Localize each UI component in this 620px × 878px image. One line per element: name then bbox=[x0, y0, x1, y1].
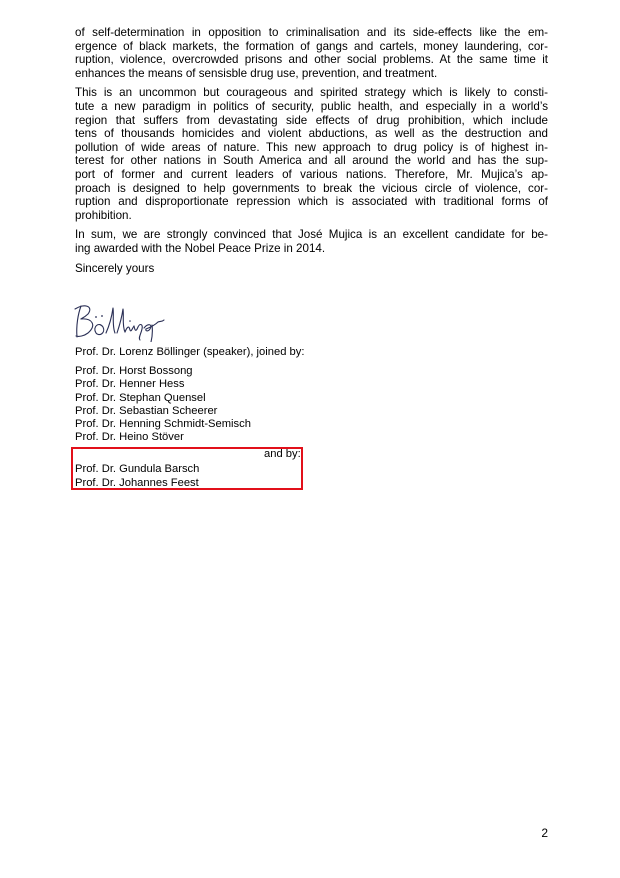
signatory-name: Prof. Dr. Henner Hess bbox=[75, 378, 185, 391]
paragraph-2-line: This is an uncommon but courageous and spirited strategy which is likely to consti- bbox=[75, 86, 548, 100]
paragraph-2-line: pollution of wide areas of nature. This new approach to drug policy is of highest in- bbox=[75, 140, 548, 154]
paragraph-2-line: region that suffers from devastating side effects of drug prohibition, which include bbox=[75, 113, 548, 127]
paragraph-2-line: proach is designed to help governments to break the vicious circle of violence, cor- bbox=[75, 181, 548, 195]
signatory-name: Prof. Dr. Stephan Quensel bbox=[75, 391, 206, 404]
paragraph-1-line: enhances the means of sensisble drug use, prevention, and treatment. bbox=[75, 66, 438, 80]
paragraph-2 bbox=[75, 86, 548, 222]
paragraph-1-line: ruption, violence, overcrowded prisons and other social problems. At the same time it bbox=[75, 53, 548, 67]
signatories bbox=[75, 346, 304, 444]
signatory-name: Prof. Dr. Horst Bossong bbox=[75, 365, 193, 378]
paragraph-1-line: of self-determination in opposition to criminalisation and its side-effects like the em- bbox=[75, 26, 548, 39]
paragraph-3-line: ing awarded with the Nobel Peace Prize in 2014. bbox=[75, 241, 326, 255]
letter-body bbox=[75, 26, 548, 281]
paragraph-2-line: tute a new paradigm in politics of security, public health, and especially in a world’s bbox=[75, 99, 548, 113]
signatory-name: Prof. Dr. Sebastian Scheerer bbox=[75, 404, 218, 417]
paragraph-1-line: ergence of black markets, the formation of gangs and cartels, money laundering, cor- bbox=[75, 39, 548, 53]
and-by-label: and by: bbox=[264, 448, 301, 460]
signatory-name: Prof. Dr. Gundula Barsch bbox=[75, 463, 200, 475]
signatory-name: Prof. Dr. Johannes Feest bbox=[75, 477, 199, 489]
signatory-name: Prof. Dr. Henning Schmidt-Semisch bbox=[75, 418, 251, 431]
handwritten-signature bbox=[72, 300, 168, 342]
paragraph-1 bbox=[75, 26, 548, 80]
page-number: 2 bbox=[541, 826, 548, 840]
paragraph-2-line: prohibition. bbox=[75, 208, 132, 222]
paragraph-3-line: In sum, we are strongly convinced that José Mujica is an excellent candidate for be- bbox=[75, 228, 548, 242]
additional-signatories-list bbox=[75, 462, 199, 490]
joined-signatories-list bbox=[75, 365, 304, 444]
paragraph-2-line: port of former and current leaders of various nations. Therefore, Mr. Mujica’s ap- bbox=[75, 167, 548, 181]
speaker-line: Prof. Dr. Lorenz Böllinger (speaker), joined by: bbox=[75, 346, 305, 358]
closing-salutation: Sincerely yours bbox=[75, 261, 155, 275]
signatory-name: Prof. Dr. Heino Stöver bbox=[75, 431, 184, 444]
paragraph-2-line: tens of thousands homicides and violent abductions, as well as the destruction and bbox=[75, 127, 548, 141]
paragraph-3 bbox=[75, 228, 548, 255]
paragraph-2-line: ruption and disproportionate repression which is associated with traditional forms of bbox=[75, 195, 548, 209]
paragraph-2-line: terest for other nations in South America and all around the world and has the sup- bbox=[75, 154, 548, 168]
